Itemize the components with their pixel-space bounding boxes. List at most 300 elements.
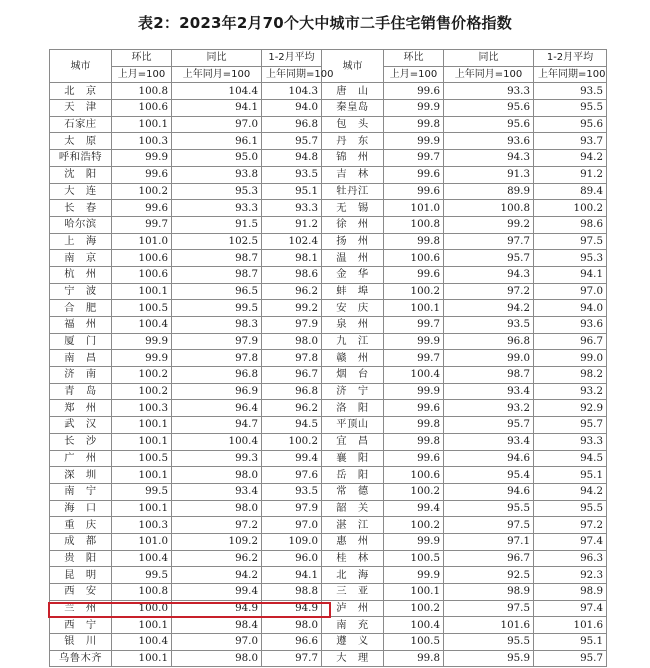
left-yoy-cell: 98.0 [172, 650, 262, 667]
left-city-cell: 长 沙 [50, 433, 112, 450]
left-yoy-cell: 96.4 [172, 400, 262, 417]
right-avg-cell: 93.5 [534, 83, 607, 100]
left-mom-cell: 100.0 [112, 600, 172, 617]
table-row [50, 350, 607, 367]
left-mom-cell: 100.3 [112, 400, 172, 417]
right-avg-cell: 94.0 [534, 300, 607, 317]
left-yoy-cell: 93.8 [172, 166, 262, 183]
table-row [50, 83, 607, 100]
right-city-cell: 泸 州 [322, 600, 384, 617]
right-yoy-cell: 95.5 [444, 634, 534, 651]
left-yoy-cell: 97.0 [172, 634, 262, 651]
left-avg-cell: 97.9 [262, 500, 322, 517]
yoy-base-left: 上年同月=100 [172, 66, 262, 83]
left-avg-cell: 104.3 [262, 83, 322, 100]
left-mom-cell: 100.4 [112, 550, 172, 567]
right-yoy-cell: 93.2 [444, 400, 534, 417]
right-city-cell: 秦皇岛 [322, 100, 384, 117]
right-mom-cell: 99.9 [384, 383, 444, 400]
right-avg-cell: 92.3 [534, 567, 607, 584]
table-row [50, 433, 607, 450]
left-avg-cell: 96.6 [262, 634, 322, 651]
left-city-cell: 石家庄 [50, 116, 112, 133]
left-city-cell: 广 州 [50, 450, 112, 467]
left-city-cell: 青 岛 [50, 383, 112, 400]
left-yoy-cell: 96.5 [172, 283, 262, 300]
right-avg-cell: 89.4 [534, 183, 607, 200]
right-mom-cell: 100.6 [384, 250, 444, 267]
right-avg-cell: 93.7 [534, 133, 607, 150]
right-city-cell: 济 宁 [322, 383, 384, 400]
table-row [50, 617, 607, 634]
right-avg-cell: 98.9 [534, 584, 607, 601]
left-avg-cell: 94.5 [262, 417, 322, 434]
mom-header-left: 环比 [112, 50, 172, 67]
left-avg-cell: 102.4 [262, 233, 322, 250]
right-yoy-cell: 93.5 [444, 317, 534, 334]
left-mom-cell: 100.1 [112, 650, 172, 667]
left-yoy-cell: 95.0 [172, 150, 262, 167]
table-row [50, 383, 607, 400]
left-avg-cell: 98.0 [262, 333, 322, 350]
right-yoy-cell: 94.2 [444, 300, 534, 317]
left-city-cell: 南 宁 [50, 483, 112, 500]
right-avg-cell: 97.4 [534, 600, 607, 617]
left-mom-cell: 100.2 [112, 183, 172, 200]
right-mom-cell: 99.9 [384, 133, 444, 150]
right-yoy-cell: 99.2 [444, 216, 534, 233]
right-mom-cell: 99.9 [384, 533, 444, 550]
right-mom-cell: 99.6 [384, 400, 444, 417]
left-city-cell: 杭 州 [50, 266, 112, 283]
table-row [50, 600, 607, 617]
avg-base-left: 上年同期=100 [262, 66, 322, 83]
left-yoy-cell: 96.8 [172, 367, 262, 384]
right-city-cell: 湛 江 [322, 517, 384, 534]
left-yoy-cell: 94.7 [172, 417, 262, 434]
right-avg-cell: 91.2 [534, 166, 607, 183]
left-avg-cell: 95.1 [262, 183, 322, 200]
city-header-left: 城市 [50, 50, 112, 83]
left-city-cell: 深 圳 [50, 467, 112, 484]
left-mom-cell: 100.1 [112, 500, 172, 517]
left-yoy-cell: 94.2 [172, 567, 262, 584]
right-mom-cell: 100.1 [384, 584, 444, 601]
left-avg-cell: 93.3 [262, 200, 322, 217]
table-row [50, 183, 607, 200]
left-avg-cell: 98.6 [262, 266, 322, 283]
right-mom-cell: 99.4 [384, 500, 444, 517]
right-mom-cell: 100.8 [384, 216, 444, 233]
left-city-cell: 厦 门 [50, 333, 112, 350]
left-avg-cell: 94.8 [262, 150, 322, 167]
left-avg-cell: 97.8 [262, 350, 322, 367]
left-city-cell: 福 州 [50, 317, 112, 334]
left-mom-cell: 100.3 [112, 517, 172, 534]
right-avg-cell: 94.2 [534, 150, 607, 167]
left-yoy-cell: 98.7 [172, 266, 262, 283]
right-city-cell: 遵 义 [322, 634, 384, 651]
right-mom-cell: 100.1 [384, 300, 444, 317]
right-city-cell: 牡丹江 [322, 183, 384, 200]
right-city-cell: 金 华 [322, 266, 384, 283]
right-yoy-cell: 96.8 [444, 333, 534, 350]
right-mom-cell: 99.9 [384, 333, 444, 350]
right-avg-cell: 95.3 [534, 250, 607, 267]
left-city-cell: 南 京 [50, 250, 112, 267]
left-city-cell: 昆 明 [50, 567, 112, 584]
right-city-cell: 桂 林 [322, 550, 384, 567]
right-avg-cell: 95.1 [534, 467, 607, 484]
left-yoy-cell: 96.9 [172, 383, 262, 400]
right-city-cell: 九 江 [322, 333, 384, 350]
right-city-cell: 平顶山 [322, 417, 384, 434]
table-row [50, 517, 607, 534]
left-mom-cell: 99.9 [112, 333, 172, 350]
left-mom-cell: 100.1 [112, 116, 172, 133]
right-yoy-cell: 97.7 [444, 233, 534, 250]
right-mom-cell: 99.6 [384, 83, 444, 100]
right-avg-cell: 93.2 [534, 383, 607, 400]
right-mom-cell: 100.2 [384, 517, 444, 534]
right-city-cell: 吉 林 [322, 166, 384, 183]
right-avg-cell: 95.5 [534, 500, 607, 517]
left-avg-cell: 93.5 [262, 483, 322, 500]
price-index-table [49, 49, 607, 667]
right-avg-cell: 100.2 [534, 200, 607, 217]
left-mom-cell: 101.0 [112, 233, 172, 250]
left-avg-cell: 96.2 [262, 400, 322, 417]
table-row [50, 417, 607, 434]
right-yoy-cell: 95.9 [444, 650, 534, 667]
left-yoy-cell: 99.5 [172, 300, 262, 317]
right-avg-cell: 97.5 [534, 233, 607, 250]
table-row [50, 550, 607, 567]
left-yoy-cell: 93.3 [172, 200, 262, 217]
left-mom-cell: 100.4 [112, 634, 172, 651]
table-row [50, 166, 607, 183]
left-yoy-cell: 98.0 [172, 500, 262, 517]
right-avg-cell: 93.6 [534, 317, 607, 334]
right-avg-cell: 95.6 [534, 116, 607, 133]
right-avg-cell: 94.2 [534, 483, 607, 500]
right-city-cell: 蚌 埠 [322, 283, 384, 300]
right-mom-cell: 99.8 [384, 116, 444, 133]
left-yoy-cell: 100.4 [172, 433, 262, 450]
right-yoy-cell: 97.1 [444, 533, 534, 550]
left-yoy-cell: 98.3 [172, 317, 262, 334]
table-row [50, 116, 607, 133]
left-city-cell: 武 汉 [50, 417, 112, 434]
city-header-right: 城市 [322, 50, 384, 83]
yoy-header-left: 同比 [172, 50, 262, 67]
table-row [50, 483, 607, 500]
right-city-cell: 惠 州 [322, 533, 384, 550]
left-mom-cell: 99.9 [112, 350, 172, 367]
left-avg-cell: 96.2 [262, 283, 322, 300]
table-row [50, 150, 607, 167]
right-avg-cell: 95.5 [534, 100, 607, 117]
left-mom-cell: 99.6 [112, 166, 172, 183]
left-yoy-cell: 99.4 [172, 584, 262, 601]
left-avg-cell: 98.1 [262, 250, 322, 267]
left-city-cell: 南 昌 [50, 350, 112, 367]
left-avg-cell: 97.9 [262, 317, 322, 334]
left-avg-cell: 98.8 [262, 584, 322, 601]
right-avg-cell: 99.0 [534, 350, 607, 367]
left-mom-cell: 100.5 [112, 300, 172, 317]
right-mom-cell: 100.2 [384, 283, 444, 300]
left-yoy-cell: 93.4 [172, 483, 262, 500]
left-mom-cell: 100.6 [112, 250, 172, 267]
left-yoy-cell: 97.2 [172, 517, 262, 534]
left-city-cell: 哈尔滨 [50, 216, 112, 233]
right-mom-cell: 99.8 [384, 233, 444, 250]
left-mom-cell: 100.8 [112, 584, 172, 601]
right-city-cell: 南 充 [322, 617, 384, 634]
left-city-cell: 西 安 [50, 584, 112, 601]
left-avg-cell: 91.2 [262, 216, 322, 233]
mom-base-left: 上月=100 [112, 66, 172, 83]
right-city-cell: 三 亚 [322, 584, 384, 601]
mom-base-right: 上月=100 [384, 66, 444, 83]
right-mom-cell: 101.0 [384, 200, 444, 217]
right-yoy-cell: 94.3 [444, 266, 534, 283]
table-row [50, 200, 607, 217]
right-mom-cell: 99.6 [384, 183, 444, 200]
right-city-cell: 岳 阳 [322, 467, 384, 484]
table-row [50, 650, 607, 667]
left-city-cell: 长 春 [50, 200, 112, 217]
left-city-cell: 上 海 [50, 233, 112, 250]
right-avg-cell: 96.3 [534, 550, 607, 567]
right-mom-cell: 100.6 [384, 467, 444, 484]
left-avg-cell: 93.5 [262, 166, 322, 183]
right-mom-cell: 99.9 [384, 567, 444, 584]
table-row [50, 266, 607, 283]
right-city-cell: 无 锡 [322, 200, 384, 217]
table-row [50, 317, 607, 334]
left-city-cell: 天 津 [50, 100, 112, 117]
right-city-cell: 赣 州 [322, 350, 384, 367]
left-avg-cell: 98.0 [262, 617, 322, 634]
right-mom-cell: 99.6 [384, 266, 444, 283]
right-city-cell: 包 头 [322, 116, 384, 133]
left-yoy-cell: 96.2 [172, 550, 262, 567]
right-city-cell: 宜 昌 [322, 433, 384, 450]
left-city-cell: 郑 州 [50, 400, 112, 417]
right-yoy-cell: 97.5 [444, 517, 534, 534]
right-mom-cell: 99.8 [384, 417, 444, 434]
left-avg-cell: 94.1 [262, 567, 322, 584]
left-avg-cell: 99.2 [262, 300, 322, 317]
table-row [50, 467, 607, 484]
left-city-cell: 太 原 [50, 133, 112, 150]
right-city-cell: 锦 州 [322, 150, 384, 167]
right-yoy-cell: 94.3 [444, 150, 534, 167]
right-city-cell: 常 德 [322, 483, 384, 500]
left-avg-cell: 100.2 [262, 433, 322, 450]
table-row [50, 100, 607, 117]
left-mom-cell: 100.1 [112, 283, 172, 300]
left-avg-cell: 94.0 [262, 100, 322, 117]
left-city-cell: 兰 州 [50, 600, 112, 617]
left-mom-cell: 99.7 [112, 216, 172, 233]
left-yoy-cell: 109.2 [172, 533, 262, 550]
right-yoy-cell: 97.5 [444, 600, 534, 617]
right-yoy-cell: 95.7 [444, 250, 534, 267]
right-city-cell: 韶 关 [322, 500, 384, 517]
right-city-cell: 扬 州 [322, 233, 384, 250]
left-mom-cell: 100.5 [112, 450, 172, 467]
right-avg-cell: 95.1 [534, 634, 607, 651]
right-avg-cell: 95.7 [534, 650, 607, 667]
right-mom-cell: 100.4 [384, 367, 444, 384]
left-city-cell: 贵 阳 [50, 550, 112, 567]
right-yoy-cell: 100.8 [444, 200, 534, 217]
right-yoy-cell: 94.6 [444, 483, 534, 500]
table-row [50, 500, 607, 517]
left-city-cell: 济 南 [50, 367, 112, 384]
left-city-cell: 银 川 [50, 634, 112, 651]
right-yoy-cell: 93.6 [444, 133, 534, 150]
right-yoy-cell: 95.6 [444, 116, 534, 133]
left-yoy-cell: 99.3 [172, 450, 262, 467]
mom-header-right: 环比 [384, 50, 444, 67]
left-mom-cell: 100.2 [112, 367, 172, 384]
right-city-cell: 烟 台 [322, 367, 384, 384]
left-mom-cell: 100.4 [112, 317, 172, 334]
left-mom-cell: 100.1 [112, 433, 172, 450]
table-row [50, 567, 607, 584]
right-city-cell: 温 州 [322, 250, 384, 267]
right-avg-cell: 93.3 [534, 433, 607, 450]
left-city-cell: 合 肥 [50, 300, 112, 317]
right-avg-cell: 96.7 [534, 333, 607, 350]
table-title: 表2：2023年2月70个大中城市二手住宅销售价格指数 [138, 14, 512, 32]
right-yoy-cell: 95.4 [444, 467, 534, 484]
left-city-cell: 重 庆 [50, 517, 112, 534]
right-mom-cell: 99.7 [384, 317, 444, 334]
left-yoy-cell: 97.8 [172, 350, 262, 367]
left-mom-cell: 99.5 [112, 483, 172, 500]
left-mom-cell: 100.8 [112, 83, 172, 100]
right-city-cell: 泉 州 [322, 317, 384, 334]
right-avg-cell: 97.0 [534, 283, 607, 300]
right-avg-cell: 98.6 [534, 216, 607, 233]
right-city-cell: 唐 山 [322, 83, 384, 100]
right-yoy-cell: 92.5 [444, 567, 534, 584]
right-yoy-cell: 91.3 [444, 166, 534, 183]
right-city-cell: 北 海 [322, 567, 384, 584]
left-avg-cell: 97.0 [262, 517, 322, 534]
left-city-cell: 北 京 [50, 83, 112, 100]
right-yoy-cell: 95.6 [444, 100, 534, 117]
left-yoy-cell: 96.1 [172, 133, 262, 150]
left-city-cell: 宁 波 [50, 283, 112, 300]
avg-base-right: 上年同期=100 [534, 66, 607, 83]
yoy-header-right: 同比 [444, 50, 534, 67]
left-city-cell: 乌鲁木齐 [50, 650, 112, 667]
right-city-cell: 大 理 [322, 650, 384, 667]
avg-header-right: 1-2月平均 [534, 50, 607, 67]
right-city-cell: 徐 州 [322, 216, 384, 233]
right-yoy-cell: 93.4 [444, 383, 534, 400]
right-mom-cell: 100.4 [384, 617, 444, 634]
table-row [50, 400, 607, 417]
table-row [50, 233, 607, 250]
right-yoy-cell: 95.7 [444, 417, 534, 434]
right-yoy-cell: 95.5 [444, 500, 534, 517]
left-yoy-cell: 95.3 [172, 183, 262, 200]
left-avg-cell: 96.8 [262, 116, 322, 133]
left-city-cell: 大 连 [50, 183, 112, 200]
right-yoy-cell: 97.2 [444, 283, 534, 300]
left-mom-cell: 101.0 [112, 533, 172, 550]
table-row [50, 367, 607, 384]
right-avg-cell: 95.7 [534, 417, 607, 434]
right-mom-cell: 99.7 [384, 350, 444, 367]
right-avg-cell: 98.2 [534, 367, 607, 384]
header-row-1 [50, 50, 607, 67]
right-avg-cell: 97.2 [534, 517, 607, 534]
left-mom-cell: 100.1 [112, 467, 172, 484]
right-yoy-cell: 93.3 [444, 83, 534, 100]
left-avg-cell: 97.6 [262, 467, 322, 484]
avg-header-left: 1-2月平均 [262, 50, 322, 67]
left-avg-cell: 109.0 [262, 533, 322, 550]
right-mom-cell: 100.2 [384, 483, 444, 500]
right-avg-cell: 94.5 [534, 450, 607, 467]
right-mom-cell: 99.6 [384, 166, 444, 183]
left-mom-cell: 100.6 [112, 100, 172, 117]
table-row [50, 283, 607, 300]
table-row [50, 216, 607, 233]
left-city-cell: 成 都 [50, 533, 112, 550]
left-mom-cell: 100.1 [112, 417, 172, 434]
yoy-base-right: 上年同月=100 [444, 66, 534, 83]
right-mom-cell: 100.5 [384, 634, 444, 651]
table-row [50, 634, 607, 651]
right-avg-cell: 92.9 [534, 400, 607, 417]
right-mom-cell: 99.8 [384, 433, 444, 450]
left-yoy-cell: 94.1 [172, 100, 262, 117]
left-city-cell: 西 宁 [50, 617, 112, 634]
table-body [50, 83, 607, 667]
left-avg-cell: 94.9 [262, 600, 322, 617]
table-row [50, 300, 607, 317]
left-avg-cell: 99.4 [262, 450, 322, 467]
right-mom-cell: 99.9 [384, 100, 444, 117]
right-yoy-cell: 93.4 [444, 433, 534, 450]
left-city-cell: 呼和浩特 [50, 150, 112, 167]
right-mom-cell: 99.8 [384, 650, 444, 667]
left-avg-cell: 96.8 [262, 383, 322, 400]
right-mom-cell: 100.5 [384, 550, 444, 567]
right-yoy-cell: 89.9 [444, 183, 534, 200]
right-yoy-cell: 99.0 [444, 350, 534, 367]
left-yoy-cell: 94.9 [172, 600, 262, 617]
right-avg-cell: 97.4 [534, 533, 607, 550]
right-mom-cell: 99.6 [384, 450, 444, 467]
right-city-cell: 丹 东 [322, 133, 384, 150]
table-row [50, 533, 607, 550]
left-yoy-cell: 91.5 [172, 216, 262, 233]
left-yoy-cell: 104.4 [172, 83, 262, 100]
right-mom-cell: 99.7 [384, 150, 444, 167]
left-mom-cell: 99.9 [112, 150, 172, 167]
table-row [50, 133, 607, 150]
